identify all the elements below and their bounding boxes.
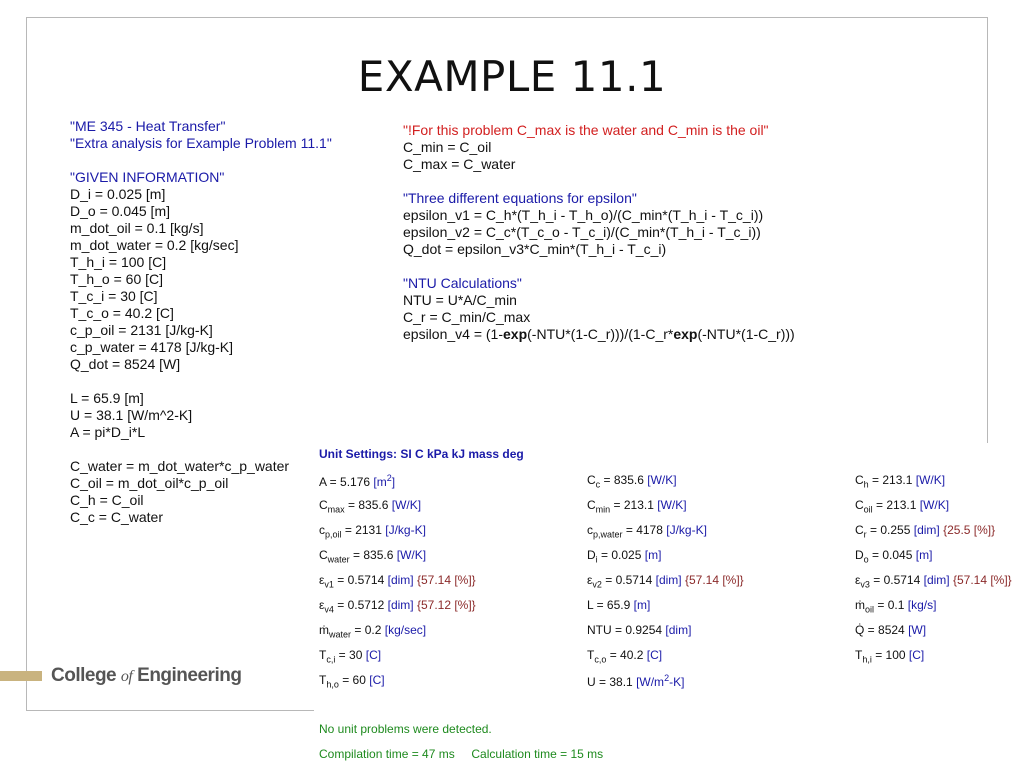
result-variable: ṁ$_{water}$ = 0.2 [kg/sec] bbox=[319, 623, 427, 640]
variable-value: 4178 bbox=[636, 523, 663, 537]
variable-subscript: r bbox=[863, 529, 867, 540]
unit-text: [W/K] bbox=[915, 473, 946, 487]
variable-unit bbox=[914, 523, 940, 537]
equation-line: "!For this problem C_max is the water and C_min is the oil" bbox=[403, 122, 769, 138]
percent-value: {25.5 [%]} bbox=[943, 523, 996, 537]
equation-line: C_oil = m_dot_oil*c_p_oil bbox=[70, 475, 229, 491]
variable-symbol: C bbox=[855, 523, 864, 537]
variable-subscript: min bbox=[595, 504, 611, 515]
equation-line: C_r = C_min/C_max bbox=[403, 309, 531, 325]
unit-text: [W/K] bbox=[396, 548, 427, 562]
equation-line bbox=[70, 373, 332, 390]
result-variable: Q̇ = 8524 [W] bbox=[855, 623, 927, 637]
variable-symbol: Q̇ bbox=[855, 623, 865, 637]
percent-value: {57.14 [%]} bbox=[952, 573, 1012, 587]
variable-unit bbox=[666, 523, 707, 537]
variable-symbol: ε bbox=[319, 573, 325, 587]
variable-unit bbox=[908, 598, 937, 612]
unit-text: [dim] bbox=[387, 598, 414, 612]
equation-line: C_max = C_water bbox=[403, 156, 516, 172]
equation-line: T_h_o = 60 [C] bbox=[70, 271, 164, 287]
unit-text: [dim] bbox=[655, 573, 682, 587]
variable-unit bbox=[916, 473, 945, 487]
variable-subscript: oil bbox=[865, 604, 875, 615]
result-variable: $c_{p,water} = 4178$ [J/kg-K] bbox=[587, 523, 707, 540]
variable-symbol: T bbox=[587, 648, 595, 662]
college-of-engineering-logo bbox=[51, 665, 241, 687]
variable-subscript: h,i bbox=[862, 654, 872, 665]
equation-line: L = 65.9 [m] bbox=[70, 390, 144, 406]
variable-value: 213.1 bbox=[623, 498, 654, 512]
variable-symbol: D bbox=[855, 548, 864, 562]
unit-text: [W/K] bbox=[647, 473, 677, 487]
variable-value: 0.2 bbox=[364, 623, 382, 637]
result-variable: $C_c = 835.6$ [W/K] bbox=[587, 473, 677, 490]
unit-settings: Unit Settings: SI C kPa kJ mass deg bbox=[319, 447, 524, 461]
result-variable: $C_{max} = 835.6$ [W/K] bbox=[319, 498, 422, 515]
equation-line: T_h_i = 100 [C] bbox=[70, 254, 167, 270]
variable-symbol: C bbox=[587, 473, 596, 487]
variable-unit bbox=[397, 548, 426, 562]
unit-text: [dim] bbox=[913, 523, 940, 537]
variable-symbol: ε bbox=[319, 598, 325, 612]
variable-symbol: D bbox=[587, 548, 596, 562]
equation-line: "Three different equations for epsilon" bbox=[403, 190, 637, 206]
unit-exponent: 2 bbox=[386, 473, 392, 483]
equation-line: m_dot_water = 0.2 [kg/sec] bbox=[70, 237, 239, 253]
result-variable: ṁ$_{oil}$ = 0.1 [kg/s] bbox=[855, 598, 937, 615]
variable-subscript: water bbox=[329, 629, 352, 640]
logo-word-engineering: Engineering bbox=[137, 665, 242, 686]
variable-subscript: water bbox=[327, 554, 350, 565]
result-variable: $T_{h,o} = 60$ [C] bbox=[319, 673, 385, 690]
variable-unit bbox=[656, 573, 682, 587]
variable-symbol: T bbox=[319, 648, 327, 662]
variable-symbol: T bbox=[855, 648, 863, 662]
equation-line: c_p_oil = 2131 [J/kg-K] bbox=[70, 322, 213, 338]
unit-text: [W] bbox=[908, 623, 927, 637]
unit-text: [C] bbox=[908, 648, 925, 662]
unit-text: [m] bbox=[915, 548, 933, 562]
equation-line: C_h = C_oil bbox=[70, 492, 144, 508]
equation-line: T_c_i = 30 [C] bbox=[70, 288, 158, 304]
variable-subscript: p,water bbox=[593, 529, 623, 540]
variable-unit bbox=[647, 648, 662, 662]
equation-line bbox=[70, 152, 332, 169]
variable-unit bbox=[392, 498, 421, 512]
result-variable: L = 65.9 [m] bbox=[587, 598, 651, 612]
equation-line: epsilon_v4 = (1-exp(-NTU*(1-C_r)))/(1-C_r*exp(-NTU*(1-C_r))) bbox=[403, 326, 795, 342]
variable-subscript: h bbox=[863, 479, 869, 490]
unit-text: [C] bbox=[369, 673, 385, 687]
variable-symbol: c bbox=[587, 523, 593, 537]
variable-subscript: v4 bbox=[324, 604, 334, 615]
variable-value: 835.6 bbox=[358, 498, 389, 512]
variable-unit bbox=[916, 548, 933, 562]
variable-subscript: v2 bbox=[592, 579, 602, 590]
variable-subscript: c bbox=[595, 479, 601, 490]
variable-unit bbox=[369, 673, 384, 687]
variable-subscript: v1 bbox=[324, 579, 334, 590]
unit-text: [dim] bbox=[387, 573, 414, 587]
variable-symbol: A bbox=[319, 475, 327, 489]
variable-unit bbox=[924, 573, 950, 587]
result-variable: $D_o = 0.045$ [m] bbox=[855, 548, 933, 565]
variable-subscript: max bbox=[327, 504, 345, 515]
variable-unit bbox=[665, 623, 691, 637]
variable-value: 5.176 bbox=[340, 475, 371, 489]
equation-line: A = pi*D_i*L bbox=[70, 424, 146, 440]
variable-unit bbox=[634, 598, 651, 612]
solution-window bbox=[314, 443, 1024, 768]
variable-unit bbox=[645, 548, 662, 562]
variable-value: 60 bbox=[352, 673, 366, 687]
variable-unit bbox=[388, 598, 414, 612]
equation-line: Q_dot = 8524 [W] bbox=[70, 356, 181, 372]
variable-symbol: ε bbox=[587, 573, 593, 587]
equation-line: Q_dot = epsilon_v3*C_min*(T_h_i - T_c_i) bbox=[403, 241, 667, 257]
equation-line bbox=[70, 441, 332, 458]
equation-line: epsilon_v1 = C_h*(T_h_i - T_h_o)/(C_min*(T_h_i - T_c_i)) bbox=[403, 207, 764, 223]
slide-title: EXAMPLE 11.1 bbox=[357, 52, 667, 101]
variable-value: 38.1 bbox=[609, 675, 633, 689]
equation-line: C_min = C_oil bbox=[403, 139, 492, 155]
variable-subscript: o bbox=[863, 554, 869, 565]
variable-unit bbox=[920, 498, 949, 512]
variable-symbol: C bbox=[587, 498, 596, 512]
variable-symbol: C bbox=[319, 498, 328, 512]
variable-value: 835.6 bbox=[363, 548, 394, 562]
unit-text: [C] bbox=[646, 648, 663, 662]
variable-unit bbox=[385, 523, 426, 537]
variable-symbol: U bbox=[587, 675, 596, 689]
logo-word-college: College bbox=[51, 665, 117, 686]
variable-value: 8524 bbox=[878, 623, 905, 637]
percent-value: {57.14 [%]} bbox=[684, 573, 744, 587]
variable-value: 0.5714 bbox=[883, 573, 921, 587]
variable-symbol: C bbox=[319, 548, 328, 562]
unit-check-status: No unit problems were detected. bbox=[319, 722, 492, 736]
result-variable: $\varepsilon_{v1} = 0.5714$ [dim] {57.14 [%]} bbox=[319, 573, 476, 590]
variable-unit bbox=[373, 475, 395, 489]
variable-subscript: c,i bbox=[326, 654, 336, 665]
variable-unit bbox=[908, 623, 926, 637]
timing-info: Compilation time = 47 ms Calculation time = 15 ms bbox=[319, 747, 604, 761]
variable-value: 65.9 bbox=[606, 598, 631, 612]
variable-value: 100 bbox=[885, 648, 906, 662]
unit-exponent: 2 bbox=[664, 673, 670, 683]
variable-value: 0.025 bbox=[611, 548, 642, 562]
unit-text: [kg/s] bbox=[907, 598, 937, 612]
percent-value: {57.14 [%]} bbox=[416, 573, 476, 587]
variable-value: 0.5714 bbox=[615, 573, 653, 587]
variable-value: 0.5714 bbox=[347, 573, 385, 587]
variable-symbol: C bbox=[855, 473, 864, 487]
result-variable: $c_{p,oil} = 2131$ [J/kg-K] bbox=[319, 523, 426, 540]
unit-text-end: ] bbox=[391, 475, 396, 489]
variable-value: 213.1 bbox=[882, 473, 913, 487]
unit-text: [W/m bbox=[636, 675, 665, 689]
variable-symbol: c bbox=[319, 523, 325, 537]
result-variable: U = 38.1 $[W/m^2-K]$ bbox=[587, 673, 685, 689]
variable-value: 0.9254 bbox=[625, 623, 663, 637]
variable-unit bbox=[385, 623, 426, 637]
equation-line: "GIVEN INFORMATION" bbox=[70, 169, 225, 185]
variable-value: 40.2 bbox=[620, 648, 644, 662]
variable-subscript: h,o bbox=[326, 679, 339, 690]
result-variable: $T_{c,o} = 40.2$ [C] bbox=[587, 648, 663, 665]
variable-symbol: T bbox=[319, 673, 327, 687]
variable-unit bbox=[647, 473, 676, 487]
equation-line: C_water = m_dot_water*c_p_water bbox=[70, 458, 290, 474]
equation-line: NTU = U*A/C_min bbox=[403, 292, 517, 308]
result-variable: $C_h = 213.1$ [W/K] bbox=[855, 473, 946, 490]
equation-line: D_i = 0.025 [m] bbox=[70, 186, 166, 202]
equation-line: c_p_water = 4178 [J/kg-K] bbox=[70, 339, 234, 355]
variable-subscript: i bbox=[595, 554, 598, 565]
unit-text: [dim] bbox=[923, 573, 950, 587]
result-variable: NTU = 0.9254 [dim] bbox=[587, 623, 692, 637]
unit-text-end: -K] bbox=[669, 675, 685, 689]
unit-text: [kg/sec] bbox=[384, 623, 427, 637]
unit-text: [W/K] bbox=[391, 498, 422, 512]
unit-text: [C] bbox=[365, 648, 382, 662]
variable-value: 2131 bbox=[355, 523, 382, 537]
result-variable: $\varepsilon_{v4} = 0.5712$ [dim] {57.12 [%]} bbox=[319, 598, 476, 615]
unit-text: [m bbox=[373, 475, 387, 489]
variable-value: 30 bbox=[349, 648, 363, 662]
variable-value: 835.6 bbox=[613, 473, 644, 487]
variable-symbol: ṁ bbox=[855, 598, 865, 612]
logo-word-of: of bbox=[120, 668, 133, 685]
result-variable: $T_{h,i} = 100$ [C] bbox=[855, 648, 925, 665]
equations-left-column bbox=[70, 118, 332, 526]
percent-value: {57.12 [%]} bbox=[416, 598, 476, 612]
footer-accent-bar bbox=[0, 671, 42, 681]
equation-line: C_c = C_water bbox=[70, 509, 163, 525]
equation-line: U = 38.1 [W/m^2-K] bbox=[70, 407, 193, 423]
unit-text: [J/kg-K] bbox=[385, 523, 426, 537]
unit-text: [dim] bbox=[665, 623, 692, 637]
variable-subscript: p,oil bbox=[325, 529, 342, 540]
variable-value: 0.1 bbox=[887, 598, 905, 612]
result-variable: $D_i = 0.025$ [m] bbox=[587, 548, 662, 565]
result-variable: $C_{min} = 213.1$ [W/K] bbox=[587, 498, 687, 515]
variable-symbol: C bbox=[855, 498, 864, 512]
result-variable: $\varepsilon_{v3} = 0.5714$ [dim] {57.14 [%]} bbox=[855, 573, 1012, 590]
variable-value: 0.045 bbox=[882, 548, 913, 562]
result-variable: $\varepsilon_{v2} = 0.5714$ [dim] {57.14 [%]} bbox=[587, 573, 744, 590]
unit-text: [W/K] bbox=[919, 498, 950, 512]
result-variable: $C_{oil} = 213.1$ [W/K] bbox=[855, 498, 950, 515]
equation-line: T_c_o = 40.2 [C] bbox=[70, 305, 174, 321]
variable-symbol: L bbox=[587, 598, 594, 612]
equation-line: m_dot_oil = 0.1 [kg/s] bbox=[70, 220, 204, 236]
variable-unit bbox=[657, 498, 686, 512]
equations-right-column bbox=[403, 122, 795, 343]
equation-line bbox=[403, 173, 795, 190]
unit-text: [W/K] bbox=[657, 498, 687, 512]
variable-subscript: oil bbox=[863, 504, 873, 515]
result-variable: $C_{water} = 835.6$ [W/K] bbox=[319, 548, 427, 565]
equation-line bbox=[403, 258, 795, 275]
equation-line: "NTU Calculations" bbox=[403, 275, 522, 291]
variable-symbol: ε bbox=[855, 573, 861, 587]
variable-subscript: c,o bbox=[594, 654, 607, 665]
variable-unit bbox=[388, 573, 414, 587]
unit-text: [J/kg-K] bbox=[666, 523, 707, 537]
variable-symbol: NTU bbox=[587, 623, 612, 637]
unit-text: [m] bbox=[633, 598, 651, 612]
equation-line: D_o = 0.045 [m] bbox=[70, 203, 171, 219]
variable-value: 0.5712 bbox=[347, 598, 385, 612]
variable-symbol: ṁ bbox=[319, 623, 329, 637]
variable-subscript: v3 bbox=[860, 579, 870, 590]
equation-line: "ME 345 - Heat Transfer" bbox=[70, 118, 226, 134]
result-variable: $C_r = 0.255$ [dim] {25.5 [%]} bbox=[855, 523, 996, 540]
unit-text: [m] bbox=[644, 548, 662, 562]
variable-value: 0.255 bbox=[880, 523, 911, 537]
variable-value: 213.1 bbox=[886, 498, 917, 512]
result-variable: $T_{c,i} = 30$ [C] bbox=[319, 648, 382, 665]
equation-line: "Extra analysis for Example Problem 11.1" bbox=[70, 135, 332, 151]
equation-line: epsilon_v2 = C_c*(T_c_o - T_c_i)/(C_min*(T_h_i - T_c_i)) bbox=[403, 224, 761, 240]
result-variable: A = 5.176 $[m^2]$ bbox=[319, 473, 396, 489]
variable-unit bbox=[909, 648, 924, 662]
variable-unit bbox=[366, 648, 381, 662]
variable-unit bbox=[636, 675, 684, 689]
